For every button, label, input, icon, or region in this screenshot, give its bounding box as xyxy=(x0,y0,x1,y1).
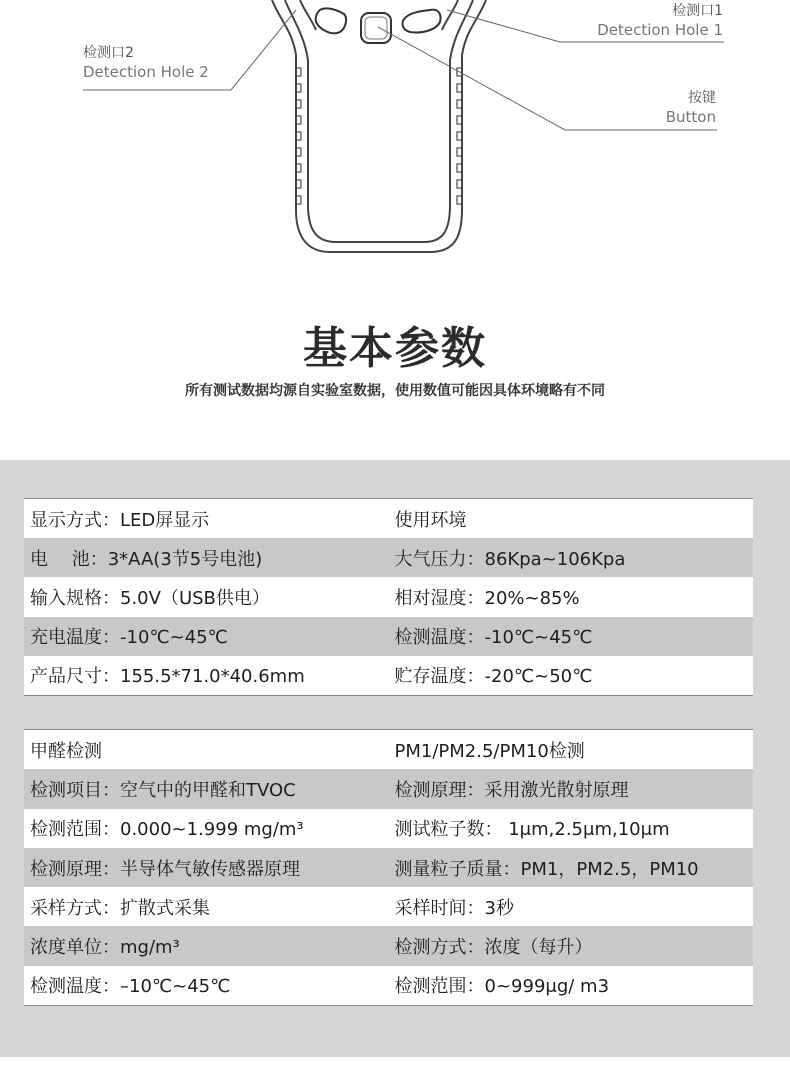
table-cell: 检测温度：-10℃~45℃ xyxy=(394,627,593,649)
bottom-margin xyxy=(0,1057,790,1071)
table-row xyxy=(24,617,753,656)
table-cell: 充电温度：-10℃~45℃ xyxy=(30,627,228,649)
table-cell: 输入规格：5.0V（USB供电） xyxy=(30,587,270,609)
table-cell: 检测原理：半导体气敏传感器原理 xyxy=(30,858,300,880)
section-title: 基本参数 xyxy=(303,323,487,374)
general-specs-table xyxy=(24,498,753,696)
table-cell: 检测范围：0~999μg/ m3 xyxy=(394,976,610,998)
table-row xyxy=(24,926,753,965)
table-cell: 甲醛检测 xyxy=(30,740,102,762)
table-cell: 采样方式：扩散式采集 xyxy=(30,897,210,919)
callout-hole2-en: Detection Hole 2 xyxy=(83,63,209,81)
table-cell: 贮存温度：-20℃~50℃ xyxy=(394,666,593,688)
table-cell: 使用环境 xyxy=(394,509,467,531)
callout-detection-hole-1 xyxy=(595,2,723,40)
callout-hole1-en: Detection Hole 1 xyxy=(597,21,723,39)
callout-detection-hole-2 xyxy=(83,44,209,82)
callout-button xyxy=(640,89,716,127)
callout-button-en: Button xyxy=(665,108,716,126)
table-cell: 产品尺寸：155.5*71.0*40.6mm xyxy=(30,666,305,688)
table-cell: 电 池：3*AA(3节5号电池) xyxy=(30,548,263,570)
product-diagram-section xyxy=(0,0,790,460)
table-row xyxy=(24,656,753,695)
table-cell: 检测原理：采用激光散射原理 xyxy=(394,779,629,801)
table-cell: 相对湿度：20%~85% xyxy=(394,587,580,609)
table-row xyxy=(24,730,753,769)
table-cell: 检测方式：浓度（每升） xyxy=(394,937,593,959)
table-cell: 检测项目：空气中的甲醛和TVOC xyxy=(30,779,296,801)
table-cell: 检测温度：–10℃~45℃ xyxy=(30,976,231,998)
table-cell: PM1/PM2.5/PM10检测 xyxy=(394,740,585,762)
table-row xyxy=(24,499,753,538)
table-row xyxy=(24,887,753,926)
detection-specs-table xyxy=(24,729,753,1006)
table-cell: 检测范围：0.000~1.999 mg/m³ xyxy=(30,819,304,841)
table-cell: 测试粒子数： 1μm,2.5μm,10μm xyxy=(394,819,670,841)
table-cell: 显示方式：LED屏显示 xyxy=(30,509,210,531)
table-row xyxy=(24,577,753,616)
table-row xyxy=(24,769,753,808)
table-cell: 浓度单位：mg/m³ xyxy=(30,937,180,959)
callout-hole2-cn: 检测口2 xyxy=(83,45,134,61)
callout-button-cn: 按键 xyxy=(688,90,716,106)
callout-hole1-cn: 检测口1 xyxy=(672,3,723,19)
table-cell: 采样时间：3秒 xyxy=(394,897,514,919)
table-row xyxy=(24,848,753,887)
table-row xyxy=(24,809,753,848)
table-cell: 大气压力：86Kpa~106Kpa xyxy=(394,548,626,570)
section-subtitle: 所有测试数据均源自实验室数据，使用数值可能因具体环境略有不同 xyxy=(185,383,605,399)
table-cell: 测量粒子质量：PM1，PM2.5，PM10 xyxy=(394,858,699,880)
table-row xyxy=(24,966,753,1005)
table-row xyxy=(24,538,753,577)
